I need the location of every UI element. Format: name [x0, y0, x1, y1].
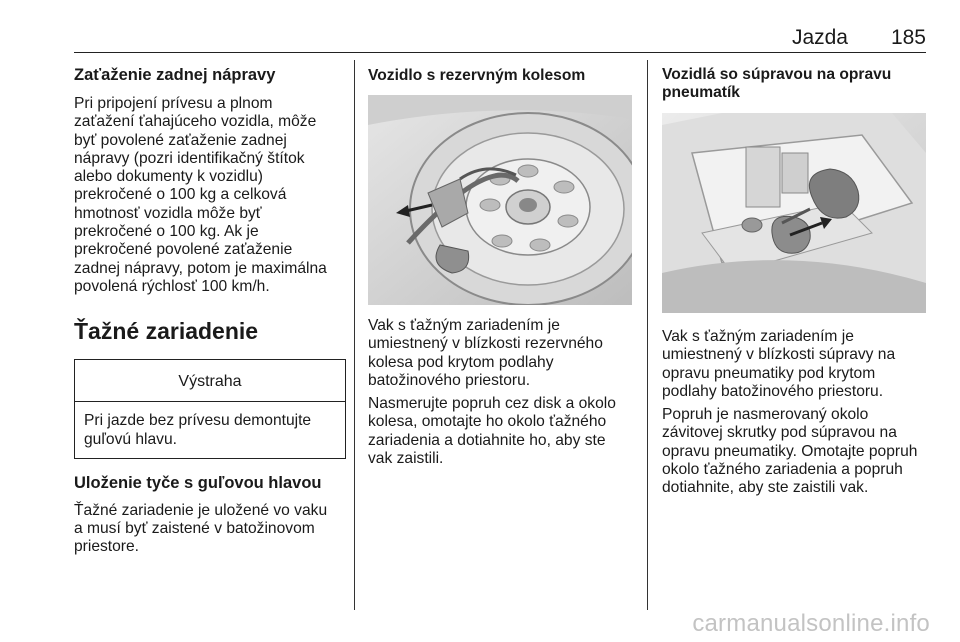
- ball-bar-storage-paragraph: Ťažné zariadenie je uložené vo vaku a musí byť zaistené v batožinovom priestore.: [74, 501, 328, 556]
- column-divider-2: [647, 60, 648, 610]
- warning-text: Pri jazde bez prívesu demontujte guľovú hlavu.: [84, 412, 312, 448]
- rear-axle-load-heading: Zaťaženie zadnej nápravy: [74, 66, 276, 84]
- watermark: carmanualsonline.info: [692, 610, 930, 637]
- spare-wheel-heading: Vozidlo s rezervným kolesom: [368, 67, 586, 84]
- warning-box: [74, 359, 346, 459]
- page-number: 185: [890, 26, 926, 49]
- spare-wheel-illustration: [368, 95, 632, 305]
- ball-bar-storage-heading: Uloženie tyče s guľovou hlavou: [74, 473, 322, 492]
- rear-axle-load-paragraph: Pri pripojení prívesu a plnom zaťažení ťahajúceho vozidla, môže byť povolené zaťaženie zadnej nápravy (pozri identifikačný štítok alebo dokumenty k vozidlu) prekročené o 100 kg a celková hmotnosť vozidla môže byť prekročené o 100 kg. Ak je prekročené povolené zaťaženie zadnej nápravy, potom je maximálna povolená rýchlosť 100 km/h.: [74, 95, 327, 295]
- column-divider-1: [354, 60, 355, 610]
- column-1: [74, 66, 346, 557]
- tyre-repair-kit-paragraph-2: Popruh je nasmerovaný okolo závitovej skrutky pod súpravou na opravu pneumatiky. Omotajte popruh okolo ťažného zariadenia a popruh dotiahnite, aby ste zaistili vak.: [662, 406, 918, 497]
- tyre-repair-kit-heading: Vozidlá so súpravou na opravu pneumatík: [662, 66, 892, 101]
- spare-wheel-paragraph-1: Vak s ťažným zariadením je umiestnený v blízkosti rezervného kolesa pod krytom podlahy batožinového priestoru.: [368, 317, 603, 389]
- towing-device-heading: Ťažné zariadenie: [74, 318, 259, 345]
- tyre-repair-kit-paragraph-1: Vak s ťažným zariadením je umiestnený v blízkosti súpravy na opravu pneumatiky pod krytom podlahy batožinového priestoru.: [662, 328, 896, 400]
- column-2: [368, 66, 634, 468]
- tyre-repair-kit-illustration: [662, 113, 926, 313]
- section-title: Jazda: [791, 26, 848, 49]
- page-header: [74, 26, 926, 53]
- column-3: [662, 66, 928, 498]
- warning-title: Výstraha: [75, 360, 345, 402]
- spare-wheel-paragraph-2: Nasmerujte popruh cez disk a okolo kolesa, omotajte ho okolo ťažného zariadenia a dotiahnite ho, aby ste vak zaistili.: [368, 395, 616, 468]
